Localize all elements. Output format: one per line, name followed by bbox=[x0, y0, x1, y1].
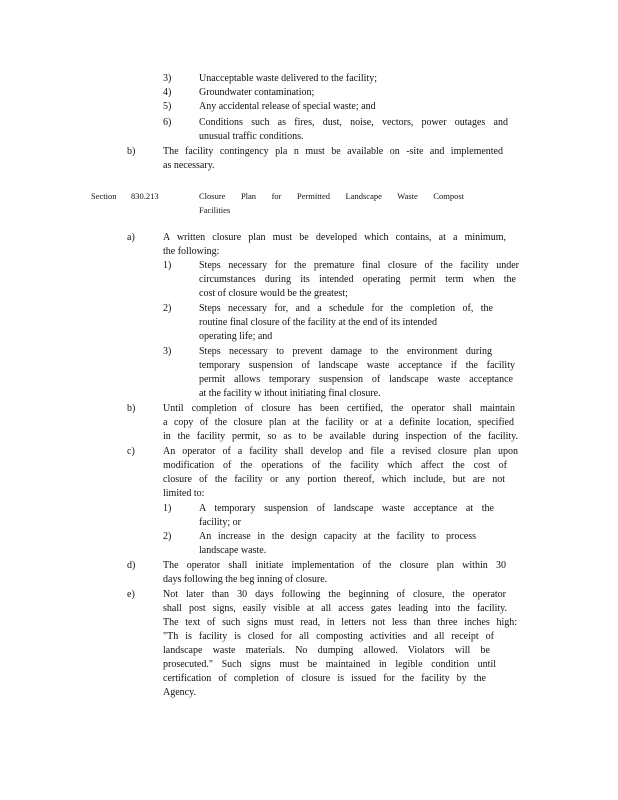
item-text: "Th is facility is closed for all composting activities and all receipt of bbox=[163, 631, 494, 642]
list-number: 1) bbox=[163, 260, 172, 271]
section-word: Section bbox=[91, 191, 117, 201]
item-text: limited to: bbox=[163, 488, 205, 499]
item-text: The facility contingency pla n must be available on -site and implemented bbox=[163, 146, 503, 157]
item-text: A written closure plan must be developed which contains, at a minimum, bbox=[163, 232, 506, 243]
list-item-text: facility; or bbox=[199, 517, 241, 528]
list-number: 3) bbox=[163, 346, 172, 357]
list-number: 4) bbox=[163, 87, 172, 98]
list-item-text: Conditions such as fires, dust, noise, vectors, power outages and bbox=[199, 117, 508, 128]
list-item-text: Unacceptable waste delivered to the facility; bbox=[199, 73, 377, 84]
list-item-text: circumstances during its intended operating permit term when the bbox=[199, 274, 516, 285]
item-text: in the facility permit, so as to be available during inspection of the facility. bbox=[163, 431, 518, 442]
list-item-text: permit allows temporary suspension of landscape waste acceptance bbox=[199, 374, 513, 385]
list-item-text: An increase in the design capacity at the facility to process bbox=[199, 531, 476, 542]
list-item-text: at the facility w ithout initiating final closure. bbox=[199, 388, 381, 399]
list-item-text: operating life; and bbox=[199, 331, 273, 342]
item-text: days following the beg inning of closure. bbox=[163, 574, 328, 585]
section-title: Closure Plan for Permitted Landscape Waste Compost bbox=[199, 191, 464, 201]
list-item-text: Steps necessary for the premature final closure of the facility under bbox=[199, 260, 519, 271]
list-number: 2) bbox=[163, 303, 172, 314]
item-text: landscape waste materials. No dumping allowed. Violators will be bbox=[163, 645, 490, 656]
list-item-text: unusual traffic conditions. bbox=[199, 131, 304, 142]
item-label: d) bbox=[127, 560, 136, 571]
list-item-text: Any accidental release of special waste; and bbox=[199, 101, 376, 112]
item-label: e) bbox=[127, 589, 135, 600]
item-text: Not later than 30 days following the beginning of closure, the operator bbox=[163, 589, 506, 600]
item-label: c) bbox=[127, 446, 135, 457]
item-text: certification of completion of closure is issued for the facility by the bbox=[163, 673, 486, 684]
list-number: 3) bbox=[163, 73, 172, 84]
list-item-text: Groundwater contamination; bbox=[199, 87, 315, 98]
list-number: 1) bbox=[163, 503, 172, 514]
item-text: The operator shall initiate implementation of the closure plan within 30 bbox=[163, 560, 506, 571]
list-number: 2) bbox=[163, 531, 172, 542]
item-text: as necessary. bbox=[163, 160, 215, 171]
item-label: a) bbox=[127, 232, 135, 243]
section-number: 830.213 bbox=[131, 191, 159, 201]
item-text: a copy of the closure plan at the facility or at a definite location, specified bbox=[163, 417, 514, 428]
item-label: b) bbox=[127, 146, 136, 157]
item-text: shall post signs, easily visible at all access gates leading into the facility. bbox=[163, 603, 507, 614]
section-title-continued: Facilities bbox=[199, 205, 231, 215]
list-item-text: Steps necessary to prevent damage to the environment during bbox=[199, 346, 492, 357]
item-text: prosecuted." Such signs must be maintained in legible condition until bbox=[163, 659, 496, 670]
list-number: 6) bbox=[163, 117, 172, 128]
list-item-text: routine final closure of the facility at the end of its intended bbox=[199, 317, 437, 328]
list-item-text: landscape waste. bbox=[199, 545, 267, 556]
item-text: the following: bbox=[163, 246, 220, 257]
list-item-text: A temporary suspension of landscape waste acceptance at the bbox=[199, 503, 494, 514]
list-item-text: Steps necessary for, and a schedule for the completion of, the bbox=[199, 303, 493, 314]
list-item-text: cost of closure would be the greatest; bbox=[199, 288, 348, 299]
item-text: closure of the facility or any portion thereof, which include, but are not bbox=[163, 474, 505, 485]
item-text: The text of such signs must read, in letters not less than three inches high: bbox=[163, 617, 517, 628]
list-number: 5) bbox=[163, 101, 172, 112]
item-text: modification of the operations of the facility which affect the cost of bbox=[163, 460, 507, 471]
item-text: Until completion of closure has been certified, the operator shall maintain bbox=[163, 403, 515, 414]
item-text: An operator of a facility shall develop and file a revised closure plan upon bbox=[163, 446, 518, 457]
list-item-text: temporary suspension of landscape waste acceptance if the facility bbox=[199, 360, 515, 371]
item-text: Agency. bbox=[163, 687, 196, 698]
item-label: b) bbox=[127, 403, 136, 414]
